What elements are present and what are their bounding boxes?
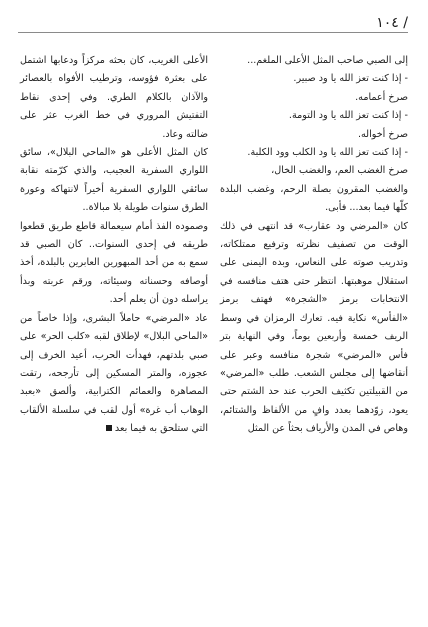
end-of-section-mark [106,425,112,431]
paragraph: - إذا كنت تعز الله يا ود الكلب وود الكلبة. [247,147,408,159]
paragraph: صرخ أعمامه. [355,91,408,103]
paragraph: كان «المرضي ود عقارب» قد انتهى في ذلك الوقت من تصفيف نظرته وترفيع ممتلكاته، وتدريب صوته على النعاس، وبده اليمنى على استقلال موهبتها. انتظر حتى هتف منافسه في الانتخابات برمز «الشجرة» فهتف برمز «الفأس» نكاية فيه. تعارك الرمزان في وسط الريف خمسة وأربعين يوماً، وفي النهاية بتر فأس «المرضي» شجرة منافسه وعبر على أنقاضها إلى مجلس الشعب. طلب «المرضي» من القبيلتين تكثيف الحرب عند حد الشتم حتى يعود، زوّدهما بعدد وافٍ من الألفاظ والشتائم، وهاص في المدن والأرياف بحثاً عن المثل [220,220,408,435]
text-column-right [220,52,408,439]
paragraph: - إذا كنت تعز الله يا ود التومة. [288,110,408,122]
paragraph: صرخ الغضب العم، والغضب الخال، [271,165,408,177]
header-rule [18,32,408,33]
page-number: / ١٠٤ [376,15,408,31]
paragraph: والغضب المقرون بصلة الرحم، وغضب البلدة كلّها فيما بعد... فأبى. [220,183,408,214]
paragraph-text: عاد «المرضي» حاملاً البشرى، وإذا خاصاً من «الماحي البلال» لإطلاق لقبه «كلب الحر» على صبي بلدتهم، فهدأت الحرب، أعيد الخرف إلى عجوزه، والمتر المسكين إلى تأرجحه، رتقت المصاهرة والعمائم الكترابية، وألصق «بعبد الوهاب أب غرة» أول لقب في سلسلة الألقاب التي ستلحق به فيما بعد [20,312,208,435]
paragraph: صرخ أخواله. [357,128,408,140]
text-column-left [20,52,208,439]
paragraph: كان المثل الأعلى هو «الماحي البلال»، سائق اللواري السفرية العجيب، والذي كرّمته نقابة سائقي اللواري السفرية أخيراً لانتهاكه وعورة الطرق سنوات طويلة بلا مبالاة.. [20,147,208,214]
paragraph: وصموده الفذ أمام سيعمالة قاطع طريق قطعوا طريقه في إحدى السنوات.. كان الصبي قد سمع به من أحد المبهورين العابرين بالبلدة، أخذ أوصافه وحسناته وسيئاته، ورقم عربته وبدأ يراسله دون أن يعلم أحد. [20,220,208,306]
last-paragraph [20,310,208,439]
paragraph: - إذا كنت تعز الله يا ود صبير. [293,73,408,85]
paragraph: إلى الصبي صاحب المثل الأعلى الملغم... [247,55,408,66]
page-header [18,14,408,36]
paragraph: الأعلى الغريب، كان بحثه مركزاً ودعابها اشتمل على بعثرة فؤوسه، وترطيب الأفواه بالعصائر والآذان بالكلام الطري. وفي إحدى نقاط التفتيش المروري في خط الغرب عثر على ضالته وعاد. [20,55,208,140]
